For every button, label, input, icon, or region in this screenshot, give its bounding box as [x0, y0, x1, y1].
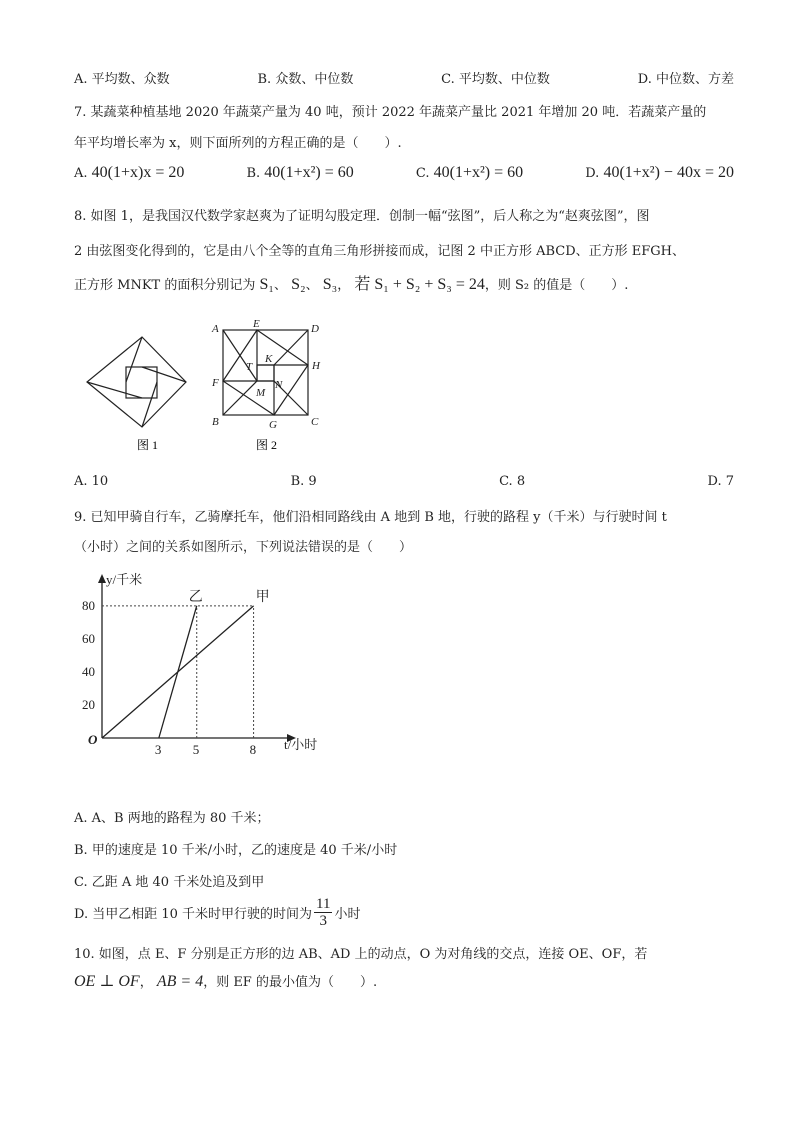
- q6-option-c: C. 平均数、中位数: [441, 72, 550, 87]
- fig1-inner-square: [126, 367, 157, 398]
- label-H: H: [312, 360, 320, 372]
- label-K: K: [265, 353, 273, 365]
- label-T: T: [246, 361, 253, 373]
- q9-text-line1: 9. 已知甲骑自行车，乙骑摩托车，他们沿相同路线由 A 地到 B 地，行驶的路程 y（千米）与行驶时间 t: [74, 510, 667, 525]
- q9-option-a: A. A、B 两地的路程为 80 千米；: [74, 811, 270, 826]
- series-line-1: [159, 606, 197, 738]
- fig2-square-mnkt: [257, 365, 274, 381]
- fig1-outer-square: [87, 337, 186, 427]
- q9-option-c: C. 乙距 A 地 40 千米处追及到甲: [74, 875, 265, 890]
- series-label-0: 甲: [255, 589, 270, 605]
- q10-side-length: AB = 4: [156, 973, 204, 990]
- q10-text-line2: OE ⊥ OF， AB = 4，则 EF 的最小值为（ ）.: [74, 973, 378, 990]
- q8-option-c: C. 8: [499, 474, 526, 489]
- q7-option-d: D. 40(1+x²) − 40x = 20: [585, 164, 734, 181]
- q8-text-line1: 8. 如图 1，是我国汉代数学家赵爽为了证明勾股定理．创制一幅“弦图”，后人称之为“赵爽弦图”，图: [74, 209, 650, 224]
- q7-option-a: A. 40(1+x)x = 20: [74, 164, 185, 181]
- q10-perpendicular-condition: OE ⊥ OF: [74, 973, 140, 990]
- q8-option-b: B. 9: [290, 474, 317, 489]
- y-tick-label-60: 60: [82, 630, 95, 646]
- fig1-caption: 图 1: [137, 438, 159, 452]
- q7-options: [74, 164, 734, 182]
- x-tick-label-3: 3: [154, 742, 162, 757]
- q9-text-line2: （小时）之间的关系如图所示，下列说法错误的是（ ）: [74, 540, 413, 555]
- label-N: N: [275, 379, 283, 391]
- q7-option-b: B. 40(1+x²) = 60: [246, 164, 354, 181]
- x-tick-label-5: 5: [192, 742, 200, 757]
- s1-symbol: S₁: [259, 276, 274, 293]
- y-tick-label-40: 40: [82, 663, 95, 679]
- label-M: M: [256, 387, 266, 399]
- x-tick-label-8: 8: [249, 742, 257, 757]
- q6-options: [74, 68, 734, 87]
- label-C: C: [311, 416, 319, 428]
- label-F: F: [212, 377, 219, 389]
- fraction-eleven-thirds: $\frac{11}{3}$: [316, 896, 331, 929]
- origin-label: O: [88, 732, 98, 747]
- q8-option-d: D. 7: [707, 474, 734, 489]
- q8-option-a: A. 10: [74, 474, 109, 489]
- q7-option-c: C. 40(1+x²) = 60: [415, 164, 524, 181]
- label-B: B: [212, 416, 219, 428]
- y-axis-arrow: [98, 574, 106, 583]
- s3-symbol: S₃: [322, 276, 338, 293]
- figure-1-zhao-shuang-diagram: [87, 337, 186, 427]
- s2-symbol: S₂: [291, 276, 306, 293]
- q8-text-line2: 2 由弦图变化得到的，它是由八个全等的直角三角形拼接而成，记图 2 中正方形 ABCD、正方形 EFGH、: [74, 244, 685, 259]
- q9-option-b: B. 甲的速度是 10 千米/小时，乙的速度是 40 千米/小时: [74, 843, 398, 858]
- q9-option-d: D. 当甲乙相距 10 千米时甲行驶的时间为 $\frac{11}{3}$ 小时: [74, 896, 361, 929]
- series-label-1: 乙: [188, 589, 203, 605]
- label-E: E: [253, 318, 260, 330]
- label-D: D: [311, 323, 319, 335]
- q9-distance-time-chart: [80, 570, 318, 760]
- label-A: A: [212, 323, 219, 335]
- y-axis-label: y/千米: [106, 572, 143, 587]
- q6-option-d: D. 中位数、方差: [637, 72, 734, 87]
- q8-condition: 若 S₁ + S₂ + S₃ = 24: [354, 276, 485, 293]
- q6-option-a: A. 平均数、众数: [74, 72, 170, 87]
- q7-text-line2: 年平均增长率为 x，则下面所列的方程正确的是（ ）.: [74, 136, 402, 151]
- q8-figures: [80, 318, 340, 458]
- q8-options: [74, 474, 734, 489]
- y-tick-label-80: 80: [82, 597, 95, 613]
- x-axis-label: t/小时: [284, 737, 318, 752]
- q6-option-b: B. 众数、中位数: [257, 72, 354, 87]
- label-G: G: [269, 419, 277, 431]
- y-tick-label-20: 20: [82, 696, 95, 712]
- q8-text-line3: 正方形 MNKT 的面积分别记为 S₁、 S₂、 S₃， 若 S₁ + S₂ + S₃ = 24，则 S₂ 的值是（ ）.: [74, 276, 629, 293]
- figure-2-square-diagram: [223, 330, 308, 415]
- q7-text-line1: 7. 某蔬菜种植基地 2020 年蔬菜产量为 40 吨，预计 2022 年蔬菜产量比 2021 年增加 20 吨．若蔬菜产量的: [74, 105, 707, 120]
- q10-text-line1: 10. 如图，点 E、F 分别是正方形的边 AB、AD 上的动点，O 为对角线的交点，连接 OE、OF，若: [74, 947, 648, 962]
- fig2-caption: 图 2: [256, 438, 278, 452]
